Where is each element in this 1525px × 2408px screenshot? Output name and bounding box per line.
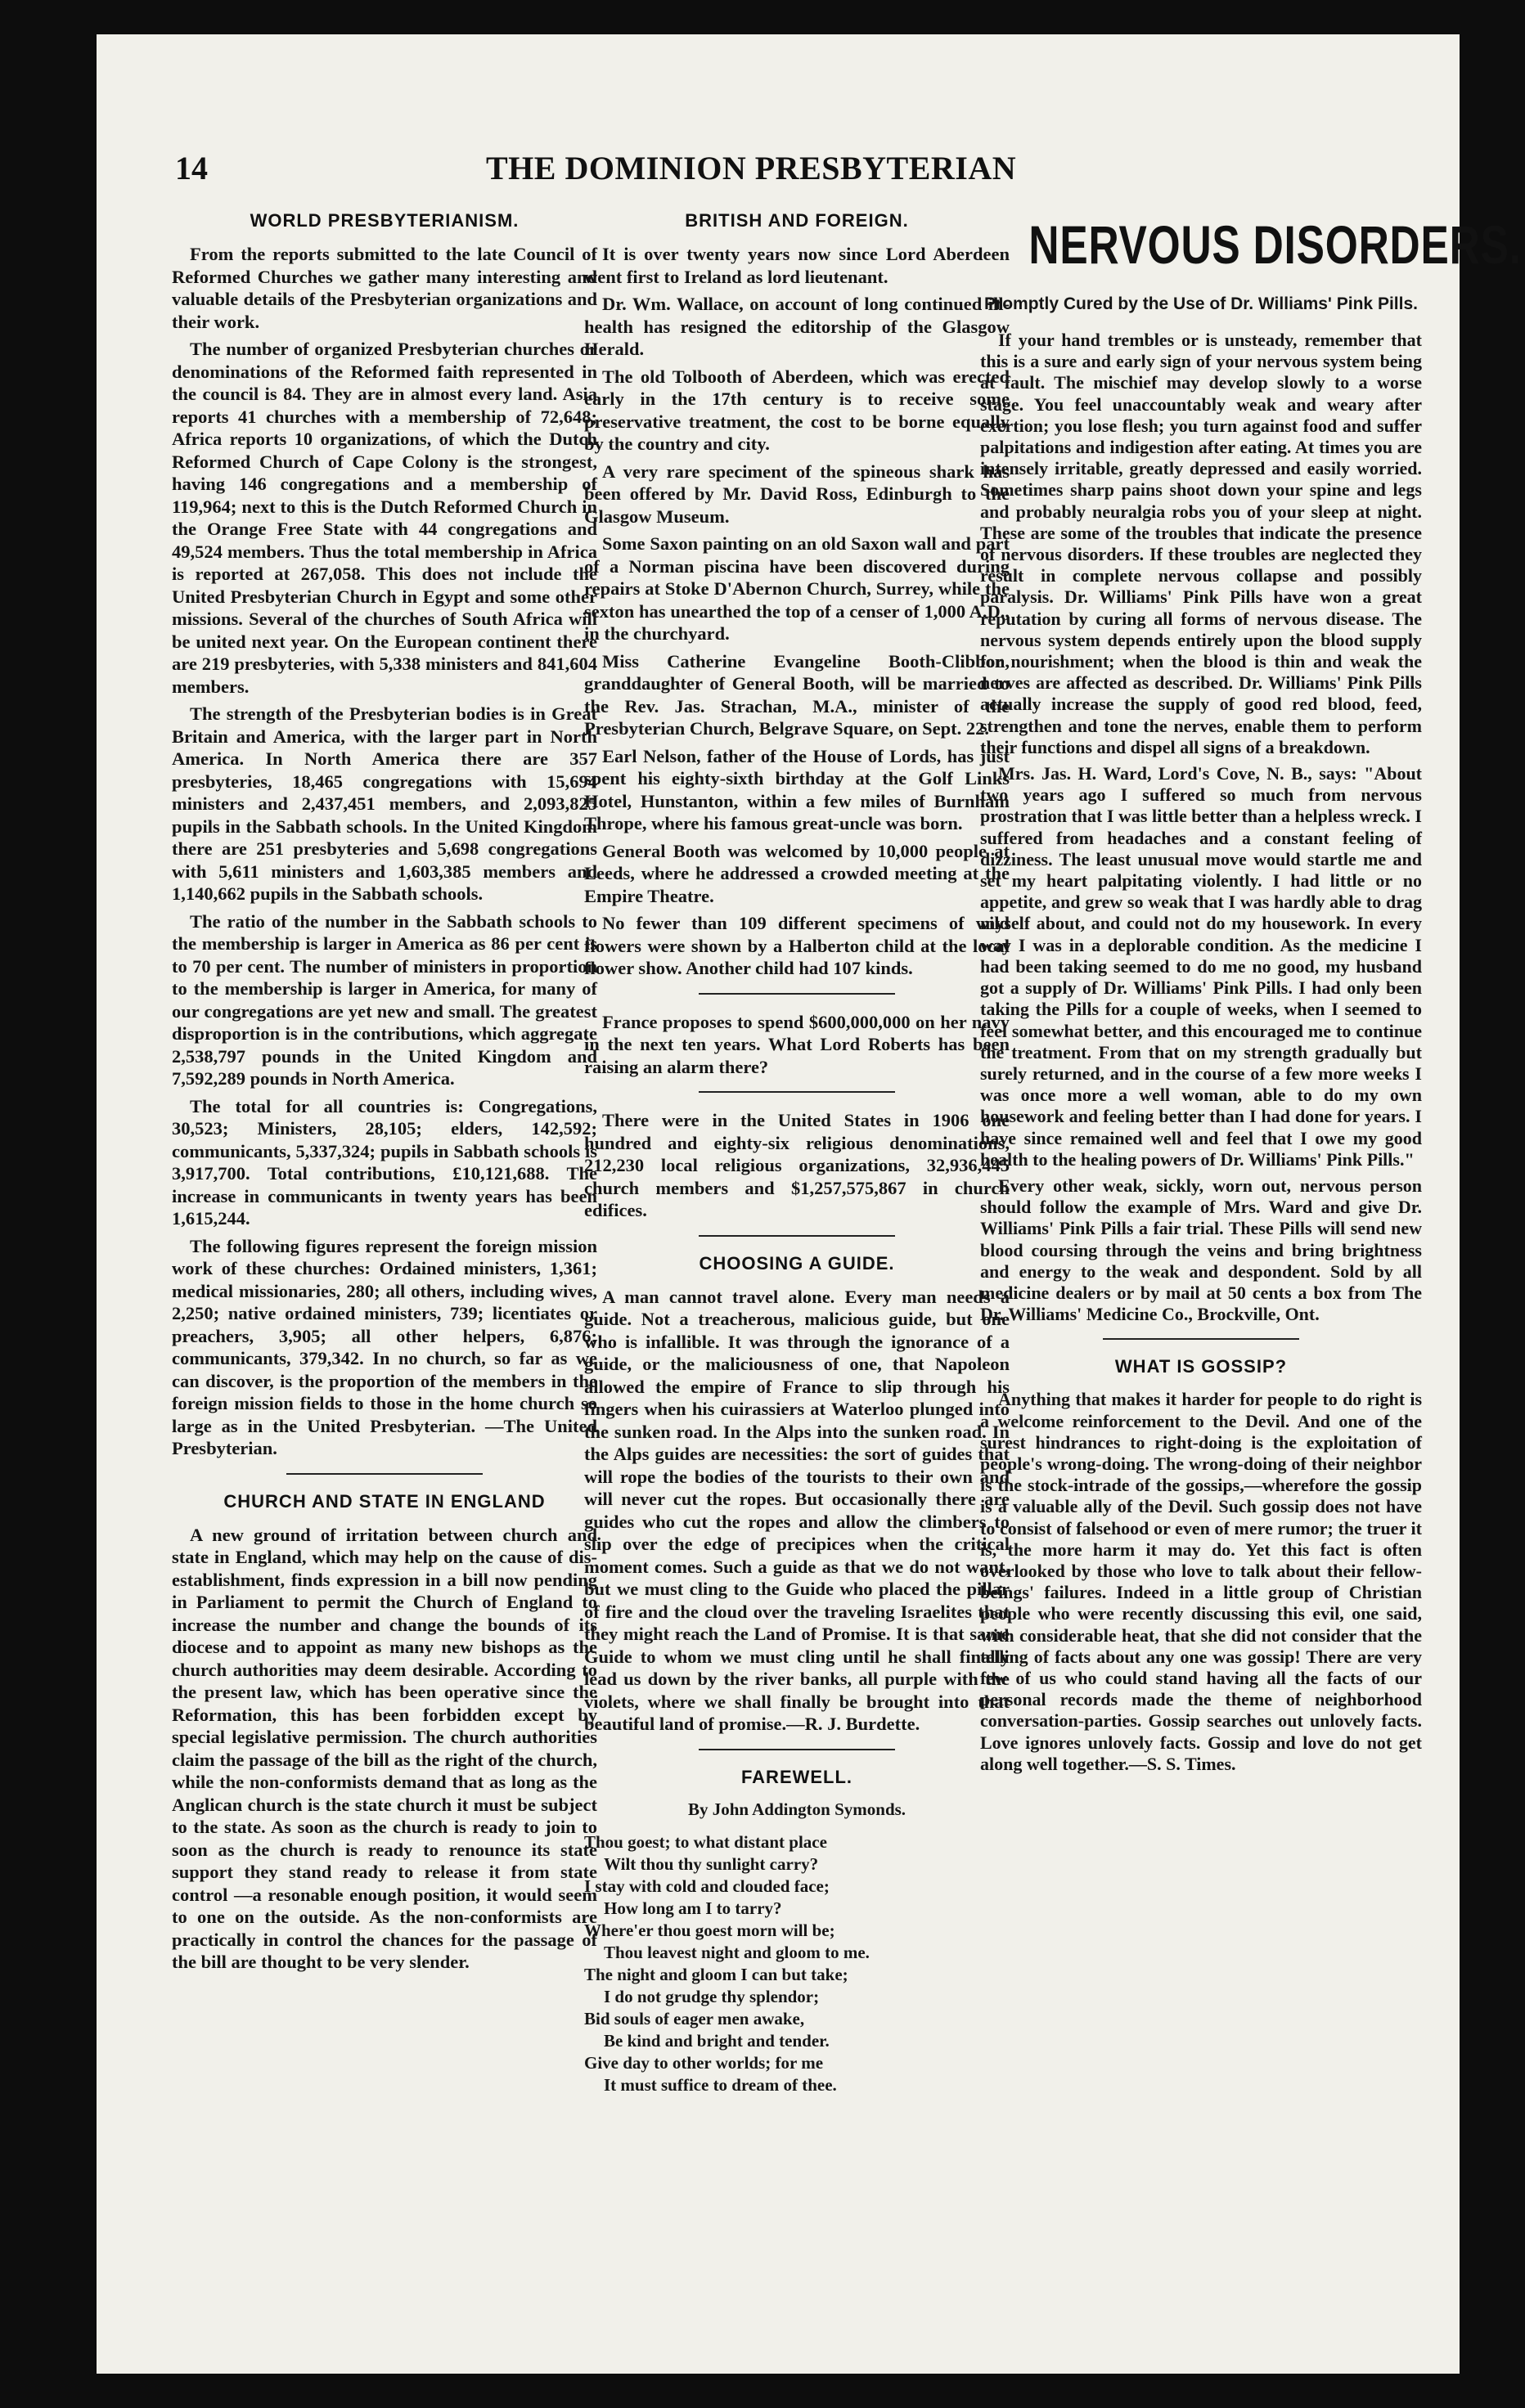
- poem-line: I do not grudge thy splendor;: [604, 1986, 820, 2006]
- article-paragraph: A new ground of irritation between church and state in England, which may help on the cause of dis-establishment, finds expression in a bill now pending in Parliament to permit the Church of England to increase the number and change the bounds of its diocese and to appoint as many new bishops as the church authorities may deem desirable. According to the present law, which has been operative since the Reformation, this has been forbidden except by special legislative permission. The church authorities claim the passage of the bill as the right of the church, while the non-conformists demand that as long as the Anglican church is the state church it must be subject to the state. As soon as the church is ready to join to soon as the church is ready to renounce its state support they stand ready to release it from state control —a resonable enough position, it would seem to one on the outside. As the non-conformists are practically in control the chances for the passage of the bill are thought to be very slender.: [172, 1524, 597, 1972]
- news-item: Some Saxon painting on an old Saxon wall and part of a Norman piscina have been discovered during repairs at Stoke D'Abernon Church, Surrey, while the sexton has unearthed the top of a censer of 1,000 A.D., in the churchyard.: [584, 533, 1010, 644]
- page-header: [175, 149, 1075, 198]
- news-item: The old Tolbooth of Aberdeen, which was erected early in the 17th century is to receive some preservative treatment, the cost to be borne equally by the country and city.: [584, 366, 1010, 454]
- poem: [584, 1831, 1010, 2096]
- article-paragraph: If your hand trembles or is unsteady, remember that this is a sure and early sign of your nervous system being at fault. The mischief may develop slowly to a worse stage. You feel unaccountably weak and weary after exertion; you lose flesh; you turn against food and suffer palpitations and indigestion after eating. At times you are intensely irritable, greatly depressed and easily worried. Sometimes sharp pains shoot down your spine and legs and probably neuralgia robs you of your sleep at night. These are some of the troubles that indicate the presence of nervous disorders. If these troubles are neglected they result in complete nervous collapse and possibly paralysis. Dr. Williams' Pink Pills have won a great reputation by curing all forms of nervous disease. The nervous system depends entirely upon the blood supply for nourishment; when the blood is thin and weak the nerves are affected as described. Dr. Williams' Pink Pills actually increase the supply of good red blood, feed, strengthen and tone the nerves, enable them to perform their functions and dispel all signs of a breakdown.: [980, 330, 1422, 757]
- news-item: There were in the United States in 1906 one hundred and eighty-six religious denominations, 212,230 local religious organizations, 32,936,445 church members and $1,257,575,867 in church edifices.: [584, 1110, 1010, 1220]
- british-and-foreign-heading: BRITISH AND FOREIGN.: [685, 210, 909, 231]
- section-divider: [1103, 1338, 1299, 1340]
- section-divider: [699, 1749, 895, 1750]
- farewell-heading: FAREWELL.: [740, 1766, 853, 1787]
- choosing-a-guide-heading: CHOOSING A GUIDE.: [699, 1252, 895, 1274]
- news-item: Dr. Wm. Wallace, on account of long continued ill-health has resigned the editorship of the Glasgow Herald.: [584, 294, 1010, 359]
- article-paragraph: The number of organized Presbyterian churches or denominations of the Reformed faith represented in the council is 84. They are in almost every land. Asia reports 41 churches with a membership of 72,648; Africa reports 10 organizations, of which the Dutch Reformed Church of Cape Colony is the strongest, having 146 congregations and a membership of 119,964; next to this is the Dutch Reformed Church in the Orange Free State with 44 congregations and 49,524 members. Thus the total membership in Africa is reported at 267,058. This does not include the United Presbyterian Church in Egypt and some other missions. Several of the churches of South Africa will be united next year. On the European continent there are 219 presbyteries, with 5,338 ministers and 841,604 members.: [172, 339, 597, 697]
- news-item: A very rare speciment of the spineous shark has been offered by Mr. David Ross, Edinburgh to the Glasgow Museum.: [584, 460, 1010, 527]
- poem-line: Thou goest; to what distant place: [584, 1831, 827, 1852]
- poem-line: Give day to other worlds; for me: [584, 2052, 824, 2073]
- poem-line: The night and gloom I can but take;: [584, 1964, 848, 1984]
- news-item: France proposes to spend $600,000,000 on her navy in the next ten years. What Lord Roberts has been raising an alarm there?: [584, 1011, 1010, 1077]
- article-paragraph: The ratio of the number in the Sabbath schools to the membership is larger in America as 86 per cent is to 70 per cent. The number of ministers in proportion to the membership is larger in America, for many of our congregations are yet new and small. The greatest disproportion is in the contributions, which aggregate 2,538,797 pounds in the United Kingdom and 7,592,289 pounds in North America.: [172, 910, 597, 1089]
- section-divider: [286, 1473, 483, 1475]
- article-paragraph: The strength of the Presbyterian bodies is in Great Britain and America, with the larger part in North America. In North America there are 357 presbyteries, 18,465 congregations with 15,694 ministers and 2,437,451 members, and 2,093,825 pupils in the Sabbath schools. In the United Kingdom there are 251 presbyteries and 5,698 congregations with 5,611 ministers and 1,603,385 members and 1,140,662 pupils in the Sabbath schools.: [172, 703, 597, 904]
- column-middle: [584, 202, 1010, 2345]
- poem-line: It must suffice to dream of thee.: [604, 2074, 837, 2095]
- poem-line: Where'er thou goest morn will be;: [584, 1920, 835, 1940]
- news-item: It is over twenty years now since Lord Aberdeen went first to Ireland as lord lieutenant.: [584, 244, 1010, 287]
- church-and-state-heading: CHURCH AND STATE IN ENGLAND: [223, 1490, 546, 1512]
- section-divider: [699, 993, 895, 995]
- section-divider: [699, 1091, 895, 1093]
- poem-line: Thou leavest night and gloom to me.: [604, 1942, 870, 1962]
- column-right: [980, 202, 1522, 2345]
- news-item: Earl Nelson, father of the House of Lords, has just spent his eighty-sixth birthday at the Golf Links Hotel, Hunstanton, within a few miles of Burnham Thrope, where his famous great-uncle was born.: [584, 745, 1010, 833]
- newspaper-title: THE DOMINION PRESBYTERIAN: [486, 150, 1017, 186]
- newspaper-page: [97, 34, 1522, 2374]
- poem-line: Be kind and bright and tender.: [604, 2030, 830, 2051]
- article-paragraph: The total for all countries is: Congregations, 30,523; Ministers, 28,105; elders, 142,592; communicants, 5,337,324; pupils in Sabbath schools is 3,917,700. Total contributions, £10,121,688. The increase in communicants in twenty years has been 1,615,244.: [172, 1095, 597, 1229]
- article-paragraph: Anything that makes it harder for people to do right is a welcome reinforcement to the Devil. And one of the surest hindrances to right-doing is the exploitation of people's wrong-doing. The wrong-doing of their neighbor is the stock-intrade of the gossips,—wherefore the gossip is a valuable ally of the Devil. Such gossip does not have to consist of falsehood or even of mere rumor; the truer it is, the more harm it may do. Yet this fact is often overlooked by those who love to talk about their fellow-beings' failures. Indeed in a little group of Christian people who were recently discussing this evil, one said, with considerable heat, that she did not consider that the telling of facts about any one was gossip! There are very few of us who could stand having all the facts of our personal records made the theme of neighborhood conversation-parties. Gossip searches out unlovely facts. Love ignores unlovely facts. Gossip and love do not get along well together.—S. S. Times.: [980, 1389, 1422, 1774]
- poem-line: Wilt thou thy sunlight carry?: [604, 1853, 819, 1874]
- nervous-disorders-heading: NERVOUS DISORDERS.: [1028, 214, 1522, 275]
- poem-line: I stay with cold and clouded face;: [584, 1876, 830, 1896]
- advertisement-subheading: Promptly Cured by the Use of Dr. Williams' Pink Pills.: [984, 294, 1418, 313]
- page-number: 14: [175, 150, 208, 186]
- poem-byline: By John Addington Symonds.: [687, 1799, 906, 1819]
- article-paragraph: Mrs. Jas. H. Ward, Lord's Cove, N. B., says: "About two years ago I suffered so much from nervous prostration that I was little better than a helpless wreck. I suffered from headaches and a constant feeling of dizziness. The least unusual move would startle me and set my heart palpitating violently. I had little or no appetite, and grew so weak that I was hardly able to drag myself about, and could not do my housework. In every way I was in a deplorable condition. As the medicine I had been taking seemed to do me no good, my husband got a supply of Dr. Williams' Pink Pills. I had only been taking the Pills for a couple of weeks, when I seemed to feel somewhat better, and this encouraged me to continue the treatment. From that on my strength gradually but surely returned, and in the course of a few more weeks I was once more a well woman, able to do my own housework and feeling better than I had done for years. I have since remained well and feel that I owe my good health to the healing powers of Dr. Williams' Pink Pills.": [980, 763, 1422, 1170]
- column-left: [172, 202, 597, 2345]
- article-paragraph: The following figures represent the foreign mission work of these churches: Ordained ministers, 1,361; medical missionaries, 280; all others, including wives, 2,250; native ordained ministers, 739; licentiates or preachers, 3,905; all other helpers, 6,876; communicants, 379,342. In no church, so far as we can discover, is the proportion of the members in the foreign mission fields to those in the home church so large as in the United Presbyterian. —The United Presbyterian.: [172, 1235, 597, 1458]
- news-item: General Booth was welcomed by 10,000 people at Leeds, where he addressed a crowded meeting at the Empire Theatre.: [584, 840, 1010, 906]
- article-paragraph: Every other weak, sickly, worn out, nervous person should follow the example of Mrs. Ward and give Dr. Williams' Pink Pills a fair trial. These Pills will send new blood coursing through the veins and bring brightness and energy to the weak and despondent. Sold by all medicine dealers or by mail at 50 cents a box from The Dr. Williams' Medicine Co., Brockville, Ont.: [980, 1175, 1422, 1325]
- article-paragraph: A man cannot travel alone. Every man needs a guide. Not a treacherous, malicious guide, but one who is infallible. It was through the ignorance of a guide, or the maliciousness of one, that Napoleon allowed the empire of France to slip through his fingers when his cuirassiers at Waterloo plunged into the sunken road. In the Alps into the sunken road. In the Alps guides are necessities: the sort of guides that will rope the bodies of the tourists to their own and will never cut the ropes. But occasionally there are guides who cut the ropes and allow the climbers to slip over the edge of precipices when the critical moment comes. Such a guide as that we do not want, but we must cling to the Guide who placed the pillar of fire and the cloud over the traveling Israelites that they might reach the Land of Promise. It is that same Guide to whom we must cling until he shall finally lead us down by the river banks, all purple with the violets, where we shall finally be brought into that beautiful land of promise.—R. J. Burdette.: [584, 1286, 1010, 1734]
- world-presbyterianism-heading: WORLD PRESBYTERIANISM.: [250, 210, 520, 231]
- article-paragraph: From the reports submitted to the late Council of Reformed Churches we gather many interesting and valuable details of the Presbyterian organizations and their work.: [172, 244, 597, 332]
- poem-line: Bid souls of eager men awake,: [584, 2008, 805, 2028]
- news-item: No fewer than 109 different specimens of wild flowers were shown by a Halberton child at the local flower show. Another child had 107 kinds.: [584, 913, 1010, 978]
- what-is-gossip-heading: WHAT IS GOSSIP?: [1114, 1356, 1288, 1377]
- poem-line: How long am I to tarry?: [604, 1898, 782, 1918]
- news-item: Miss Catherine Evangeline Booth-Clibbon, granddaughter of General Booth, will be married to the Rev. Jas. Strachan, M.A., minister of the Presbyterian Church, Belgrave Square, on Sept. 22.: [584, 650, 1010, 739]
- section-divider: [699, 1235, 895, 1237]
